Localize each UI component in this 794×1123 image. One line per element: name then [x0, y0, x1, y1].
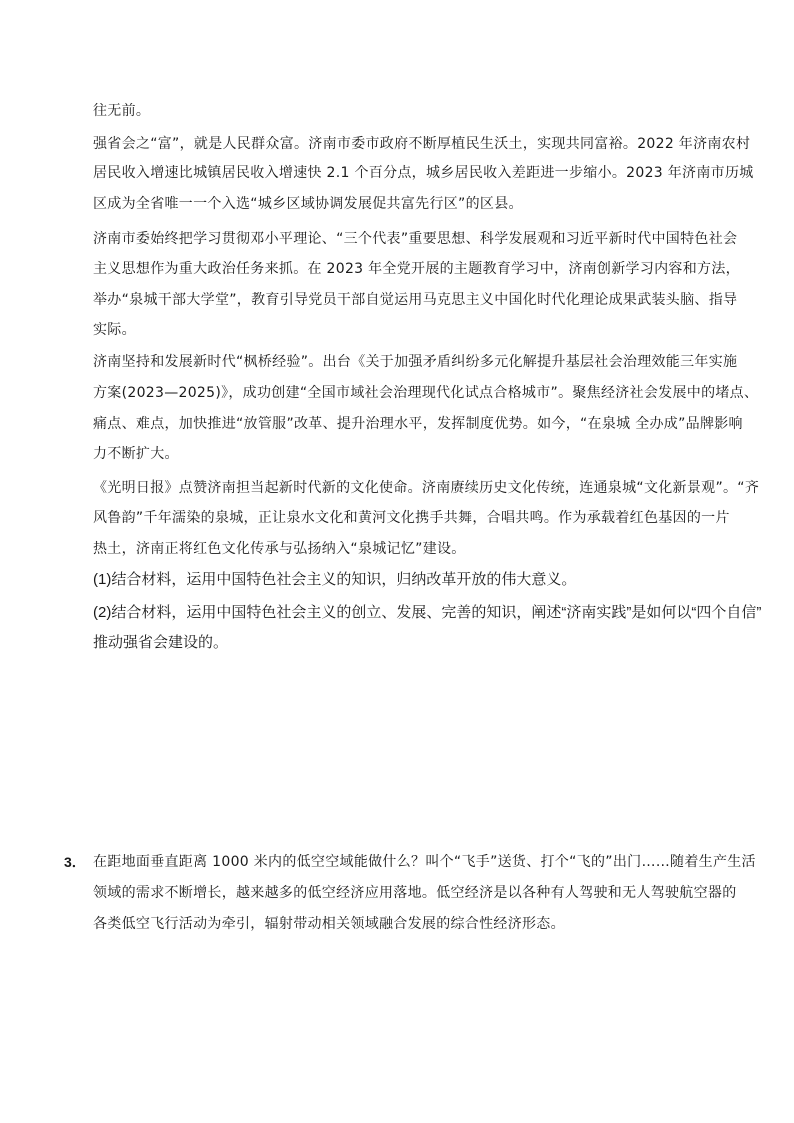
question-2-line-1: (2)结合材料，运用中国特色社会主义的创立、发展、完善的知识，阐述“济南实践”是如何以“四个自信”	[93, 604, 762, 621]
material-line: 《光明日报》点赞济南担当起新时代新的文化使命。济南赓续历史文化传统，连通泉城“文化新景观”。“齐	[93, 480, 760, 496]
material-line: 主义思想作为重大政治任务来抓。在 2023 年全党开展的主题教育学习中，济南创新学习内容和方法，	[93, 261, 740, 277]
material-line: 实际。	[93, 322, 136, 338]
material-line: 风鲁韵”千年濡染的泉城，正让泉水文化和黄河文化携手共舞，合唱共鸣。作为承载着红色基因的一片	[93, 510, 730, 526]
question-2-line-2: 推动强省会建设的。	[93, 634, 229, 651]
material-line: 往无前。	[93, 103, 151, 119]
material-line: 强省会之“富”，就是人民群众富。济南市委市政府不断厚植民生沃土，实现共同富裕。2022 年济南农村	[93, 136, 751, 152]
item3-line: 各类低空飞行活动为牵引，辐射带动相关领域融合发展的综合性经济形态。	[93, 916, 565, 932]
question-1: (1)结合材料，运用中国特色社会主义的知识，归纳改革开放的伟大意义。	[93, 571, 577, 588]
item3-line: 在距地面垂直距离 1000 米内的低空空域能做什么？叫个“飞手”送货、打个“飞的”出门……随着生产生活	[93, 854, 756, 870]
material-line: 济南坚持和发展新时代“枫桥经验”。出台《关于加强矛盾纠纷多元化解提升基层社会治理效能三年实施	[93, 354, 738, 370]
material-line: 热土，济南正将红色文化传承与弘扬纳入“泉城记忆”建设。	[93, 541, 466, 557]
material-line: 区成为全省唯一一个入选“城乡区域协调发展促共富先行区”的区县。	[93, 196, 523, 212]
material-line: 方案(2023—2025)》，成功创建“全国市域社会治理现代化试点合格城市”。聚焦经济社会发展中的堵点、	[93, 385, 759, 401]
material-line: 痛点、难点，加快推进“放管服”改革、提升治理水平，发挥制度优势。如今，“在泉城 全办成”品牌影响	[93, 416, 743, 432]
material-line: 居民收入增速比城镇居民收入增速快 2.1 个百分点，城乡居民收入差距进一步缩小。2023 年济南市历城	[93, 165, 754, 181]
item-number: 3．	[64, 854, 86, 870]
material-line: 举办“泉城干部大学堂”，教育引导党员干部自觉运用马克思主义中国化时代化理论成果武装头脑、指导	[93, 292, 738, 308]
item3-line: 领域的需求不断增长，越来越多的低空经济应用落地。低空经济是以各种有人驾驶和无人驾驶航空器的	[93, 885, 737, 901]
material-line: 力不断扩大。	[93, 446, 179, 462]
material-line: 济南市委始终把学习贯彻邓小平理论、“三个代表”重要思想、科学发展观和习近平新时代中国特色社会	[93, 231, 738, 247]
